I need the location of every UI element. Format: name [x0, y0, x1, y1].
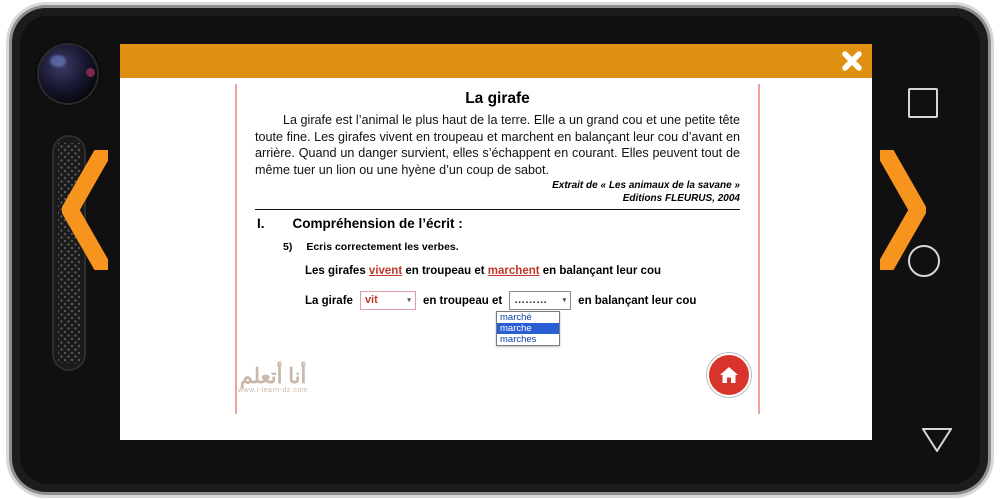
section-number: I. [257, 216, 265, 232]
question-number: 5) [283, 241, 293, 254]
model-verb-1: vivent [368, 265, 403, 278]
next-page-arrow[interactable] [880, 150, 926, 270]
home-button[interactable] [707, 353, 751, 397]
model-sentence [305, 265, 740, 277]
verb-select-2[interactable] [509, 291, 571, 310]
model-sentence-middle: en troupeau et [402, 265, 488, 278]
lesson-paragraph: La girafe est l’animal le plus haut de la terre. Elle a un grand cou et une petite tête toute fine. Les girafes vivent en troupeau et marchent en balançant leur cou d’avant en arrière. Quand un danger survient, elles s’échappent en courant. Elles peuvent tout de même tuer un lion ou une hyène d’un coup de sabot. [255, 113, 740, 177]
dropdown-option[interactable]: marches [500, 334, 537, 346]
watermark-text: أنا أتعلم [239, 365, 307, 388]
model-sentence-suffix: en balançant leur cou [539, 265, 661, 278]
square-recents-icon[interactable] [908, 88, 938, 118]
chevron-down-icon: ▾ [407, 297, 411, 305]
divider [255, 209, 740, 210]
page-title: La girafe [465, 90, 530, 107]
answer-suffix: en balançant leur cou [578, 294, 697, 307]
section-title: Compréhension de l’écrit : [292, 216, 463, 232]
verb-select-1-value: vit [364, 294, 378, 307]
home-icon [718, 365, 740, 385]
verb-select-1[interactable] [360, 291, 416, 310]
answer-middle: en troupeau et [422, 294, 503, 307]
answer-prefix: La girafe [305, 294, 353, 307]
dropdown-option[interactable]: marche [497, 323, 559, 334]
watermark-subtext: www.i-learn-dz.com [238, 387, 309, 394]
model-sentence-prefix: Les girafes [305, 265, 369, 278]
close-icon[interactable] [840, 49, 864, 73]
previous-page-arrow[interactable] [62, 150, 108, 270]
verb-select-2-value: ……… [514, 294, 548, 307]
camera-sensor-dot-icon [86, 68, 95, 77]
lesson-content-column [235, 84, 760, 414]
question-line [283, 241, 740, 253]
dropdown-option[interactable]: marché [500, 312, 532, 324]
window-titlebar [120, 44, 872, 79]
chevron-down-icon: ▾ [562, 297, 567, 305]
triangle-back-icon[interactable] [907, 406, 937, 428]
source-line-1: Extrait de « Les animaux de la savane » [552, 180, 740, 192]
source-line-2: Editions FLEURUS, 2004 [622, 192, 740, 204]
lesson-page [120, 78, 872, 440]
section-heading [257, 216, 740, 231]
verb-select-2-dropdown[interactable] [496, 311, 560, 346]
answer-sentence-row [305, 291, 740, 346]
model-verb-2: marchent [487, 265, 540, 278]
app-screen [120, 44, 872, 440]
question-text: Ecris correctement les verbes. [306, 241, 459, 254]
